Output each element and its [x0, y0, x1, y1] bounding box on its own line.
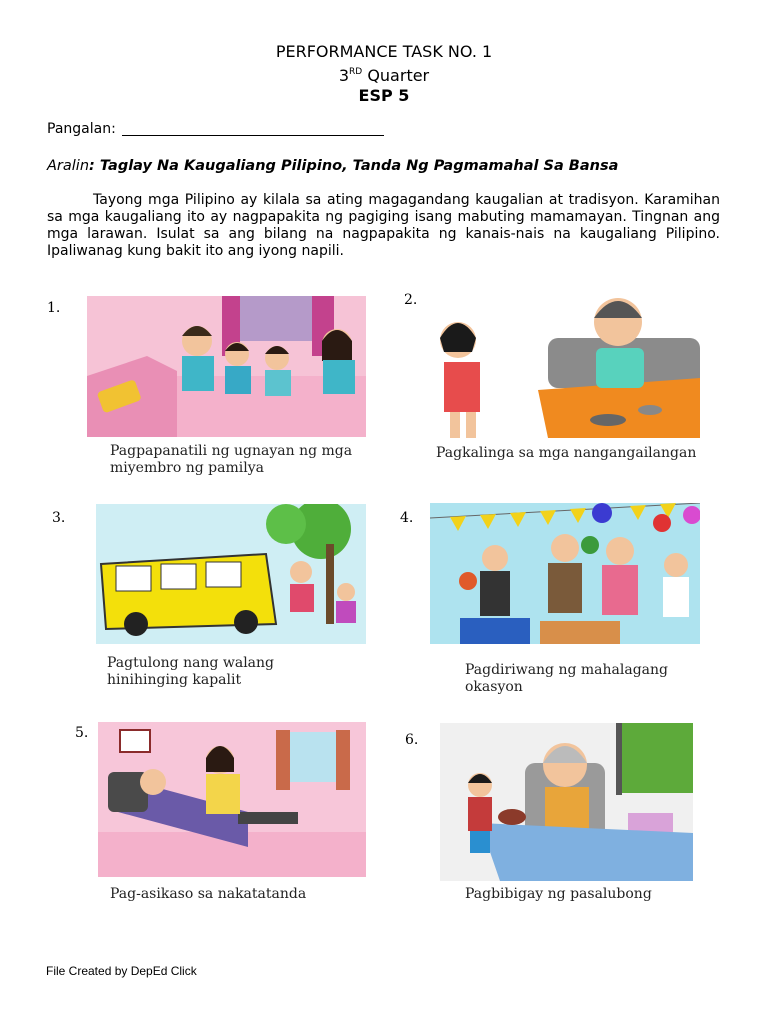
name-label: Pangalan:	[47, 121, 116, 137]
illustration-celebration	[430, 503, 700, 644]
item-number-3: 3.	[52, 510, 66, 526]
illustration-caring-for-elderly	[98, 722, 366, 877]
item-caption-1: Pagpapanatili ng ugnayan ng mga miyembro ng pamilya	[110, 443, 353, 476]
lesson-prefix: Aralin	[47, 158, 90, 174]
name-blank-line[interactable]	[122, 121, 384, 136]
item-caption-2: Pagkalinga sa mga nangangailangan	[436, 445, 697, 461]
illustration-family-prayer	[87, 296, 366, 437]
item-number-6: 6.	[405, 732, 419, 748]
item-caption-4: Pagdiriwang ng mahalagang okasyon	[465, 662, 668, 695]
name-field-row	[47, 121, 384, 137]
item-number-5: 5.	[75, 725, 89, 741]
task-title: PERFORMANCE TASK NO. 1	[275, 42, 493, 61]
item-caption-5: Pag-asikaso sa nakatatanda	[110, 886, 307, 902]
lesson-title	[47, 158, 618, 174]
item-caption-6: Pagbibigay ng pasalubong	[465, 886, 652, 902]
illustration-caring-for-needy	[428, 290, 700, 438]
illustration-helping-without-reward	[96, 504, 366, 644]
subject-label: ESP 5	[358, 86, 410, 105]
item-number-2: 2.	[404, 292, 418, 308]
illustration-gift-giving	[440, 723, 693, 881]
footer-credit: File Created by DepEd Click	[46, 964, 197, 978]
instructions-paragraph: Tayong mga Pilipino ay kilala sa ating magagandang kaugalian at tradisyon. Karamihan sa mga kaugaliang ito ay nagpapakita ng pagiging isang mabuting mamamayan. Tingnan ang mga larawan. Isulat sa ang bilang na nagpapakita ng kanais-nais na kaugaliang Pilipino. Ipaliwanag kung bakit ito ang iyong napili.	[47, 192, 720, 259]
item-caption-3: Pagtulong nang walang hinihinging kapalit	[107, 655, 275, 688]
quarter-label: 3RD Quarter	[338, 66, 430, 85]
item-number-1: 1.	[47, 300, 61, 316]
document-header	[0, 42, 768, 106]
lesson-name: : Taglay Na Kaugaliang Pilipino, Tanda Ng Pagmamahal Sa Bansa	[89, 158, 619, 174]
item-number-4: 4.	[400, 510, 414, 526]
